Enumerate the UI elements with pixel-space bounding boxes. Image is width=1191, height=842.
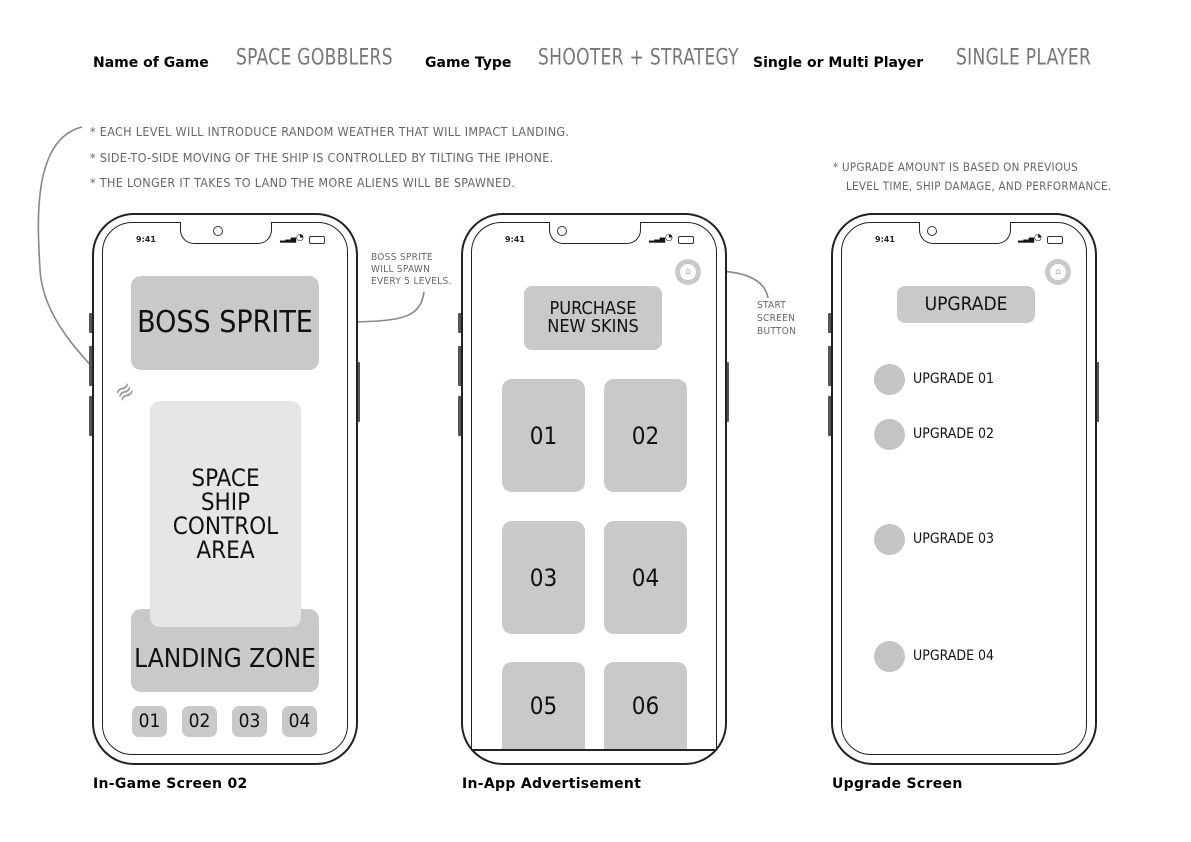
note-weather: * EACH LEVEL WILL INTRODUCE RANDOM WEATHER THAT WILL IMPACT LANDING.: [90, 124, 570, 139]
upgrade-02-toggle[interactable]: [874, 419, 905, 450]
battery-icon: [309, 236, 325, 244]
upgrade-03-label: UPGRADE 03: [913, 531, 995, 547]
battery-icon: [678, 236, 694, 244]
upgrade-title: [897, 286, 1035, 323]
slot-button-03[interactable]: [232, 706, 267, 737]
camera-icon: [557, 226, 567, 236]
wifi-icon: ◔: [1034, 233, 1042, 243]
phone1-notch: [180, 222, 272, 244]
status-time: 9:41: [875, 235, 895, 244]
start-note-line-3: BUTTON: [757, 326, 797, 337]
home-icon: ⌂: [1050, 264, 1066, 280]
note-aliens: * THE LONGER IT TAKES TO LAND THE MORE ALIENS WILL BE SPAWNED.: [90, 175, 516, 190]
upgrade-03-toggle[interactable]: [874, 524, 905, 555]
boss-note-line-3: EVERY 5 LEVELS.: [371, 276, 452, 287]
status-time: 9:41: [505, 235, 525, 244]
skin-label: 01: [529, 421, 558, 450]
upgrade-01-label: UPGRADE 01: [913, 371, 995, 387]
control-line-2: SHIP: [200, 488, 251, 516]
game-type-label: Game Type: [425, 55, 512, 71]
slot-button-04[interactable]: [282, 706, 317, 737]
ship-control-area[interactable]: [150, 401, 301, 627]
skin-card-05[interactable]: [502, 662, 585, 750]
landing-zone-label: LANDING ZONE: [134, 644, 316, 674]
screen3-caption: Upgrade Screen: [832, 776, 963, 792]
slot-button-02[interactable]: [182, 706, 217, 737]
phone2-screen-cutoff: [471, 749, 717, 751]
home-button[interactable]: [1045, 259, 1071, 285]
boss-note-line-1: BOSS SPRITE: [371, 252, 433, 263]
skin-card-01[interactable]: [502, 379, 585, 492]
camera-icon: [927, 226, 937, 236]
slot-label: 02: [188, 710, 211, 732]
start-note-line-1: START: [757, 300, 787, 311]
signal-icon: ▂▃▅: [280, 235, 297, 243]
upgrade-note-line-2: LEVEL TIME, SHIP DAMAGE, AND PERFORMANCE.: [846, 179, 1112, 193]
game-name-value: SPACE GOBBLERS: [236, 44, 393, 70]
screen2-caption: In-App Advertisement: [462, 776, 642, 792]
purchase-skins-title: [524, 286, 662, 350]
control-line-4: AREA: [196, 536, 255, 564]
slot-label: 04: [288, 710, 311, 732]
boss-sprite: [131, 276, 319, 370]
purchase-line-1: PURCHASE: [549, 298, 637, 319]
skin-card-03[interactable]: [502, 521, 585, 634]
status-time: 9:41: [136, 235, 156, 244]
skin-label: 03: [529, 563, 558, 592]
players-label: Single or Multi Player: [753, 55, 924, 71]
wifi-icon: ◔: [665, 233, 673, 243]
upgrade-02-label: UPGRADE 02: [913, 426, 995, 442]
home-button[interactable]: [675, 259, 701, 285]
home-icon: ⌂: [680, 264, 696, 280]
skin-card-02[interactable]: [604, 379, 687, 492]
skin-label: 04: [631, 563, 660, 592]
boss-sprite-label: BOSS SPRITE: [137, 305, 313, 340]
purchase-line-2: NEW SKINS: [547, 316, 639, 337]
wind-icon: ≋: [110, 376, 140, 409]
screen1-caption: In-Game Screen 02: [93, 776, 248, 792]
skin-card-06[interactable]: [604, 662, 687, 750]
upgrade-01-toggle[interactable]: [874, 364, 905, 395]
signal-icon: ▂▃▅: [649, 235, 666, 243]
upgrade-04-toggle[interactable]: [874, 641, 905, 672]
skin-label: 02: [631, 421, 660, 450]
game-name-label: Name of Game: [93, 55, 209, 71]
upgrade-note-line-1: * UPGRADE AMOUNT IS BASED ON PREVIOUS: [833, 160, 1079, 174]
wifi-icon: ◔: [296, 233, 304, 243]
slot-button-01[interactable]: [132, 706, 167, 737]
signal-icon: ▂▃▅: [1018, 235, 1035, 243]
battery-icon: [1047, 236, 1063, 244]
slot-label: 03: [238, 710, 261, 732]
note-tilt: * SIDE-TO-SIDE MOVING OF THE SHIP IS CONTROLLED BY TILTING THE IPHONE.: [90, 150, 554, 165]
control-line-1: SPACE: [191, 464, 260, 492]
camera-icon: [213, 226, 223, 236]
slot-label: 01: [138, 710, 161, 732]
game-type-value: SHOOTER + STRATEGY: [538, 44, 739, 70]
players-value: SINGLE PLAYER: [956, 44, 1092, 70]
control-line-3: CONTROL: [172, 512, 279, 540]
upgrade-04-label: UPGRADE 04: [913, 648, 995, 664]
skin-card-04[interactable]: [604, 521, 687, 634]
skin-label: 06: [631, 692, 660, 720]
upgrade-title-label: UPGRADE: [924, 293, 1008, 315]
skin-label: 05: [529, 692, 558, 720]
boss-note-line-2: WILL SPAWN: [371, 264, 431, 275]
start-note-line-2: SCREEN: [757, 313, 796, 324]
